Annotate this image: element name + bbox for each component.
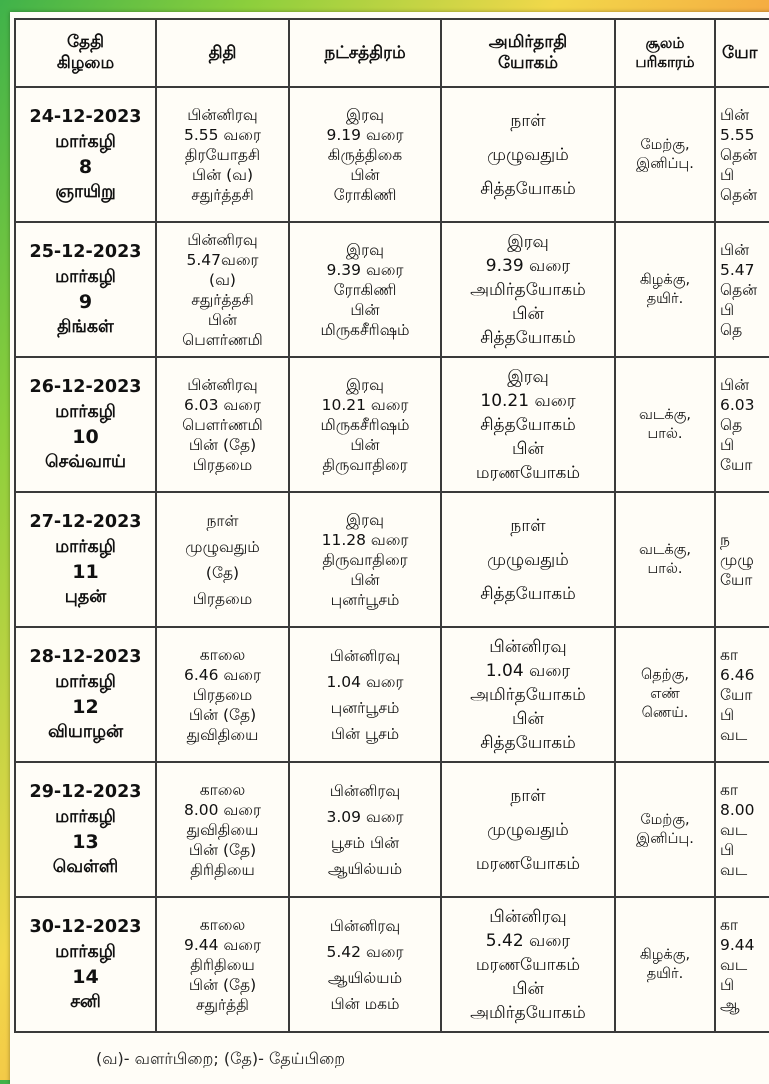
natchathiram-line: ஆயில்யம் — [327, 968, 403, 987]
yogam-line: ந — [720, 530, 730, 549]
panchangam-table — [14, 18, 769, 1033]
thithi-line: திரயோதசி — [184, 145, 261, 164]
natchathiram-cell — [289, 762, 441, 897]
yogam-cell — [715, 897, 769, 1032]
sulam-cell — [615, 87, 715, 222]
thithi-line: சதுர்த்தி — [196, 995, 249, 1014]
weekday-text: திங்கள் — [57, 316, 114, 337]
sulam-cell — [615, 627, 715, 762]
thithi-line: 6.03 வரை — [184, 395, 261, 414]
thithi-line: பின் (தே) — [188, 435, 257, 454]
day-number: 11 — [72, 560, 99, 583]
month-text: மார்கழி — [55, 131, 116, 152]
date-cell — [15, 222, 156, 357]
amirthathi-line: 10.21 வரை — [480, 390, 576, 411]
date-text: 27-12-2023 — [29, 511, 142, 532]
natchathiram-cell — [289, 87, 441, 222]
amirthathi-line: அமிர்தயோகம் — [470, 279, 586, 300]
amirthathi-line: அமிர்தயோகம் — [470, 1002, 586, 1023]
sulam-line: தயிர். — [646, 290, 684, 307]
yogam-cell — [715, 762, 769, 897]
natchathiram-line: ரோகிணி — [333, 280, 397, 299]
weekday-text: செவ்வாய் — [45, 451, 126, 472]
natchathiram-line: பின்னிரவு — [329, 646, 401, 665]
amirthathi-line: சித்தயோகம் — [480, 414, 576, 435]
amirthathi-line: முழுவதும் — [487, 144, 569, 165]
yogam-line: யோ — [720, 455, 753, 474]
natchathiram-line: பின் — [350, 570, 380, 589]
natchathiram-line: புனர்பூசம் — [330, 590, 400, 609]
amirthathi-line: நாள் — [510, 110, 546, 131]
sulam-line: மேற்கு, — [640, 136, 690, 153]
table-row — [15, 492, 769, 627]
month-text: மார்கழி — [55, 671, 116, 692]
thithi-cell — [156, 492, 289, 627]
amirthathi-line: 5.42 வரை — [485, 930, 571, 951]
yogam-line: பி — [720, 165, 735, 184]
thithi-line: சதுர்த்தசி — [191, 185, 254, 204]
yogam-line: வட — [720, 955, 748, 974]
date-cell — [15, 627, 156, 762]
amirthathi-line: பின் — [512, 303, 544, 324]
sulam-line: வடக்கு, — [638, 541, 692, 558]
amirthathi-line: சித்தயோகம் — [480, 327, 576, 348]
header-thithi: திதி — [156, 19, 289, 87]
natchathiram-line: பின் — [350, 165, 380, 184]
yogam-line: வட — [720, 860, 748, 879]
thithi-line: திரிதியை — [190, 860, 255, 879]
natchathiram-line: பின்னிரவு — [329, 916, 401, 935]
table-row — [15, 357, 769, 492]
amirthathi-cell — [441, 762, 615, 897]
amirthathi-line: முழுவதும் — [487, 819, 569, 840]
natchathiram-line: இரவு — [346, 240, 384, 259]
thithi-line: பின்னிரவு — [187, 375, 258, 394]
natchathiram-line: பின் — [350, 300, 380, 319]
yogam-line: பின் — [720, 375, 750, 394]
thithi-line: பின் (தே) — [188, 840, 257, 859]
table-row — [15, 87, 769, 222]
thithi-line: பிரதமை — [192, 589, 253, 608]
yogam-line: கா — [720, 645, 739, 664]
thithi-cell — [156, 222, 289, 357]
amirthathi-line: 1.04 வரை — [485, 660, 571, 681]
sulam-line: வடக்கு, — [638, 406, 692, 423]
thithi-line: முழுவதும் — [185, 537, 260, 556]
table-row — [15, 222, 769, 357]
yogam-line: முழு — [720, 550, 754, 569]
natchathiram-line: இரவு — [346, 105, 384, 124]
sulam-cell — [615, 357, 715, 492]
sulam-cell — [615, 492, 715, 627]
date-text: 29-12-2023 — [29, 781, 142, 802]
yogam-line: பி — [720, 435, 735, 454]
table-row — [15, 762, 769, 897]
date-text: 28-12-2023 — [29, 646, 142, 667]
amirthathi-line: சித்தயோகம் — [480, 583, 576, 604]
yogam-line: கா — [720, 780, 739, 799]
natchathiram-line: மிருகசீரிஷம் — [320, 320, 410, 339]
thithi-line: (தே) — [205, 563, 240, 582]
thithi-line: பௌர்ணமி — [182, 415, 263, 434]
weekday-text: புதன் — [64, 586, 107, 607]
yogam-cell — [715, 627, 769, 762]
sulam-line: தயிர். — [646, 965, 684, 982]
yogam-line: பி — [720, 300, 735, 319]
sulam-line: கிழக்கு, — [639, 271, 691, 288]
natchathiram-line: 11.28 வரை — [321, 530, 409, 549]
weekday-text: ஞாயிறு — [55, 181, 116, 202]
yogam-line: தென் — [720, 145, 758, 164]
amirthathi-line: பின் — [512, 708, 544, 729]
amirthathi-line: மரணயோகம் — [475, 853, 581, 874]
yogam-line: கா — [720, 915, 739, 934]
natchathiram-line: 10.21 வரை — [321, 395, 409, 414]
sulam-cell — [615, 897, 715, 1032]
month-text: மார்கழி — [55, 266, 116, 287]
thithi-line: நாள் — [206, 511, 239, 530]
thithi-line: துவிதியை — [186, 820, 259, 839]
thithi-line: (வ) — [209, 270, 236, 289]
day-number: 10 — [72, 425, 99, 448]
sulam-cell — [615, 222, 715, 357]
natchathiram-line: ஆயில்யம் — [327, 859, 403, 878]
sulam-line: எண் — [650, 686, 680, 702]
amirthathi-cell — [441, 222, 615, 357]
yogam-line: பின் — [720, 105, 750, 124]
yogam-line: வட — [720, 820, 748, 839]
yogam-line: 8.00 — [720, 800, 755, 819]
thithi-line: துவிதியை — [186, 725, 259, 744]
amirthathi-cell — [441, 492, 615, 627]
amirthathi-line: நாள் — [510, 785, 546, 806]
natchathiram-cell — [289, 627, 441, 762]
amirthathi-line: முழுவதும் — [487, 549, 569, 570]
day-number: 14 — [72, 965, 99, 988]
natchathiram-line: 1.04 வரை — [326, 672, 404, 691]
date-cell — [15, 492, 156, 627]
thithi-line: பின்னிரவு — [187, 230, 258, 249]
yogam-line: பி — [720, 975, 735, 994]
thithi-line: பிரதமை — [192, 455, 253, 474]
thithi-line: பின் (தே) — [188, 705, 257, 724]
amirthathi-line: சித்தயோகம் — [480, 732, 576, 753]
natchathiram-line: 9.39 வரை — [326, 260, 404, 279]
amirthathi-line: பின் — [512, 978, 544, 999]
amirthathi-cell — [441, 357, 615, 492]
header-row — [15, 19, 769, 87]
date-text: 30-12-2023 — [29, 916, 142, 937]
sulam-line: கிழக்கு, — [639, 946, 691, 963]
date-cell — [15, 87, 156, 222]
amirthathi-cell — [441, 627, 615, 762]
natchathiram-cell — [289, 897, 441, 1032]
header-sulam: சூலம் பரிகாரம் — [615, 19, 715, 87]
month-text: மார்கழி — [55, 941, 116, 962]
natchathiram-cell — [289, 357, 441, 492]
thithi-line: காலை — [199, 780, 246, 799]
natchathiram-line: திருவாதிரை — [322, 550, 408, 569]
yogam-cell — [715, 87, 769, 222]
natchathiram-line: ரோகிணி — [333, 185, 397, 204]
date-cell — [15, 897, 156, 1032]
legend-footer: (வ)- வளர்பிறை; (தே)- தேய்பிறை — [96, 1049, 346, 1068]
weekday-text: வியாழன் — [47, 721, 124, 742]
month-text: மார்கழி — [55, 401, 116, 422]
amirthathi-line: இரவு — [507, 231, 549, 252]
natchathiram-line: புனர்பூசம் — [330, 698, 400, 717]
thithi-cell — [156, 357, 289, 492]
yogam-line: தென் — [720, 280, 758, 299]
natchathiram-line: 5.42 வரை — [326, 942, 404, 961]
header-natchathiram: நட்சத்திரம் — [289, 19, 441, 87]
weekday-text: சனி — [70, 991, 101, 1012]
sulam-line: இனிப்பு. — [636, 830, 694, 847]
thithi-line: 8.00 வரை — [184, 800, 261, 819]
yogam-line: தென் — [720, 185, 758, 204]
amirthathi-line: மரணயோகம் — [475, 462, 581, 483]
natchathiram-line: பின் பூசம் — [330, 724, 400, 743]
amirthathi-line: அமிர்தயோகம் — [470, 684, 586, 705]
natchathiram-cell — [289, 222, 441, 357]
day-number: 9 — [78, 290, 93, 313]
thithi-cell — [156, 897, 289, 1032]
amirthathi-line: பின் — [512, 438, 544, 459]
yogam-cell — [715, 492, 769, 627]
sulam-line: இனிப்பு. — [636, 155, 694, 172]
sulam-line: பால். — [647, 425, 683, 442]
header-amirthathi: அமிர்தாதி யோகம் — [441, 19, 615, 87]
sulam-line: பால். — [647, 560, 683, 577]
natchathiram-line: திருவாதிரை — [322, 455, 408, 474]
yogam-line: ஆ — [720, 995, 740, 1014]
yogam-line: தெ — [720, 320, 743, 339]
amirthathi-line: பின்னிரவு — [489, 636, 567, 657]
amirthathi-line: மரணயோகம் — [475, 954, 581, 975]
thithi-line: 5.55 வரை — [184, 125, 261, 144]
thithi-cell — [156, 87, 289, 222]
yogam-line: பின் — [720, 240, 750, 259]
sulam-line: ணெய். — [641, 705, 689, 721]
month-text: மார்கழி — [55, 806, 116, 827]
day-number: 8 — [78, 155, 93, 178]
header-date: தேதி கிழமை — [15, 19, 156, 87]
natchathiram-line: பின் — [350, 435, 380, 454]
yogam-line: யோ — [720, 570, 753, 589]
yogam-cell — [715, 357, 769, 492]
table-row — [15, 897, 769, 1032]
natchathiram-cell — [289, 492, 441, 627]
amirthathi-line: சித்தயோகம் — [480, 178, 576, 199]
yogam-line: தெ — [720, 415, 743, 434]
amirthathi-line: இரவு — [507, 366, 549, 387]
yogam-line: 9.44 — [720, 935, 755, 954]
yogam-line: 6.46 — [720, 665, 755, 684]
date-text: 24-12-2023 — [29, 106, 142, 127]
month-text: மார்கழி — [55, 536, 116, 557]
table-row — [15, 627, 769, 762]
natchathiram-line: 9.19 வரை — [326, 125, 404, 144]
amirthathi-line: நாள் — [510, 515, 546, 536]
yogam-line: யோ — [720, 685, 753, 704]
thithi-line: பிரதமை — [192, 685, 253, 704]
yogam-cell — [715, 222, 769, 357]
thithi-line: பின்னிரவு — [187, 105, 258, 124]
natchathiram-line: கிருத்திகை — [327, 145, 403, 164]
thithi-line: பின் (வ) — [191, 165, 254, 184]
natchathiram-line: பூசம் பின் — [330, 833, 400, 852]
yogam-line: 5.55 — [720, 125, 755, 144]
amirthathi-line: பின்னிரவு — [489, 906, 567, 927]
natchathiram-line: மிருகசீரிஷம் — [320, 415, 410, 434]
thithi-line: பின் (தே) — [188, 975, 257, 994]
natchathiram-line: பின் மகம் — [330, 994, 400, 1013]
thithi-line: பின் — [207, 310, 238, 329]
natchathiram-line: பின்னிரவு — [329, 781, 401, 800]
thithi-line: காலை — [199, 645, 246, 664]
day-number: 12 — [72, 695, 99, 718]
thithi-line: திரிதியை — [190, 955, 255, 974]
thithi-cell — [156, 627, 289, 762]
date-cell — [15, 357, 156, 492]
yogam-line: 5.47 — [720, 260, 755, 279]
day-number: 13 — [72, 830, 99, 853]
thithi-line: 6.46 வரை — [184, 665, 261, 684]
thithi-line: சதுர்த்தசி — [191, 290, 254, 309]
weekday-text: வெள்ளி — [52, 856, 119, 877]
yogam-line: வட — [720, 725, 748, 744]
date-text: 25-12-2023 — [29, 241, 142, 262]
thithi-line: காலை — [199, 915, 246, 934]
yogam-line: பி — [720, 840, 735, 859]
sulam-line: மேற்கு, — [640, 811, 690, 828]
yogam-line: 6.03 — [720, 395, 755, 414]
thithi-line: 9.44 வரை — [184, 935, 261, 954]
amirthathi-cell — [441, 87, 615, 222]
date-cell — [15, 762, 156, 897]
sulam-line: தெற்கு, — [640, 667, 689, 683]
amirthathi-cell — [441, 897, 615, 1032]
natchathiram-line: இரவு — [346, 510, 384, 529]
natchathiram-line: இரவு — [346, 375, 384, 394]
yogam-line: பி — [720, 705, 735, 724]
sulam-cell — [615, 762, 715, 897]
thithi-cell — [156, 762, 289, 897]
header-yogam: யோ — [715, 19, 769, 87]
thithi-line: பௌர்ணமி — [182, 330, 263, 349]
thithi-line: 5.47வரை — [186, 250, 259, 269]
panchangam-sheet — [10, 12, 769, 1084]
amirthathi-line: 9.39 வரை — [485, 255, 571, 276]
natchathiram-line: 3.09 வரை — [326, 807, 404, 826]
date-text: 26-12-2023 — [29, 376, 142, 397]
